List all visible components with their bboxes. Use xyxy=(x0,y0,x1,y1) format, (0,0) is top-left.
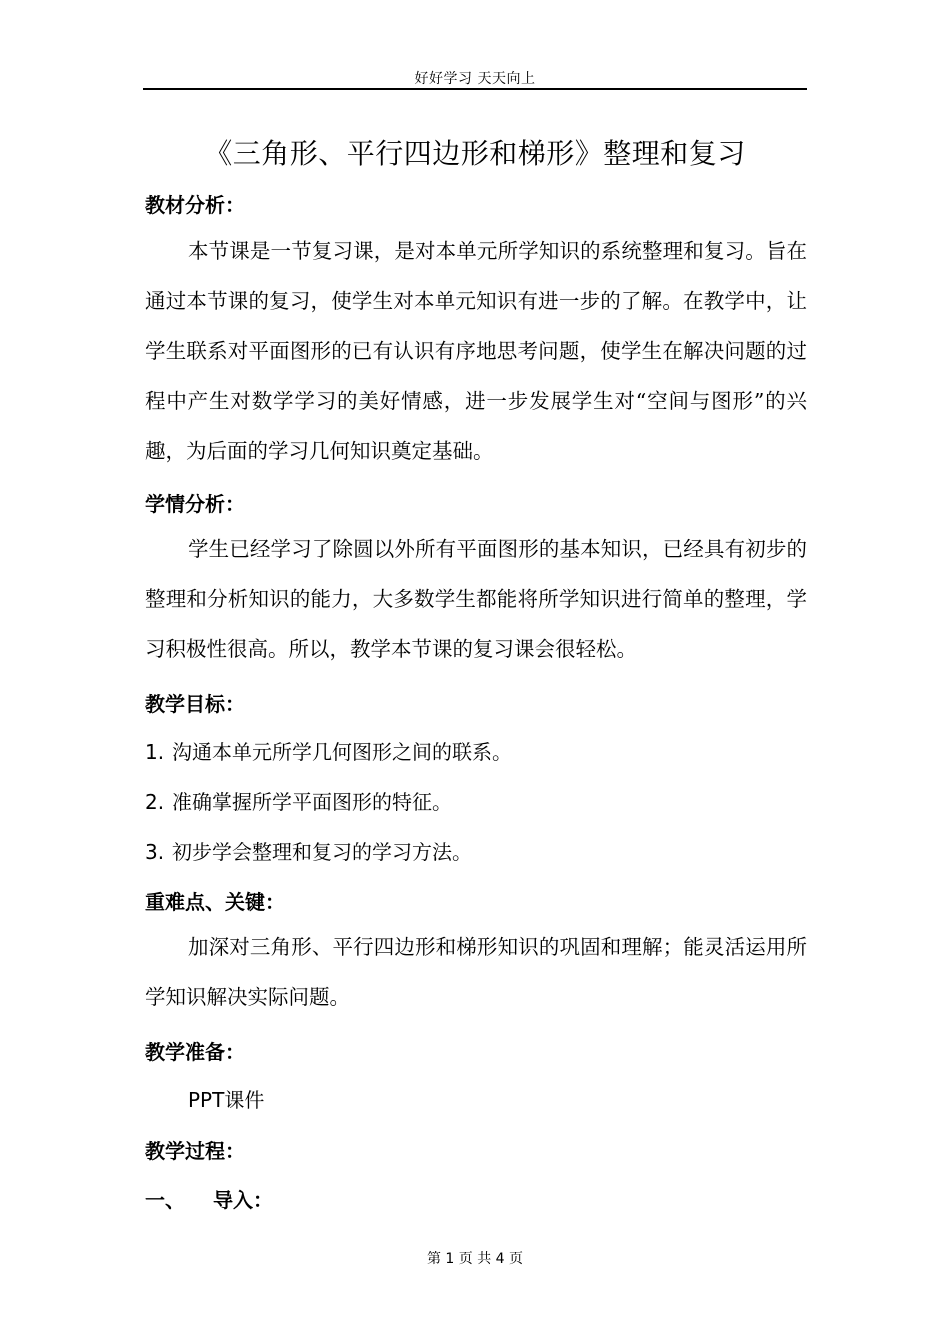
process-step-number: 一、 xyxy=(145,1188,185,1212)
goal-number: 2. xyxy=(145,790,165,814)
heading-teaching-process: 教学过程： xyxy=(145,1139,245,1163)
goal-number: 3. xyxy=(145,840,165,864)
goal-text: 初步学会整理和复习的学习方法。 xyxy=(172,840,472,864)
process-step-one xyxy=(145,1184,273,1213)
paragraph-student-analysis: 学生已经学习了除圆以外所有平面图形的基本知识，已经具有初步的整理和分析知识的能力，大多数学生都能将所学知识进行简单的整理，学习积极性很高。所以，教学本节课的复习课会很轻松。 xyxy=(145,537,807,661)
preparation-courseware: 课件 xyxy=(224,1088,265,1112)
process-step-label: 导入： xyxy=(213,1188,273,1212)
heading-student-analysis: 学情分析： xyxy=(145,492,245,516)
goal-number: 1. xyxy=(145,740,165,764)
page-header: 好好学习 天天向上 xyxy=(414,71,536,87)
preparation-text xyxy=(188,1084,264,1113)
paragraph-material-analysis: 本节课是一节复习课，是对本单元所学知识的系统整理和复习。旨在通过本节课的复习，使学生对本单元知识有进一步的了解。在教学中，让学生联系对平面图形的已有认识有序地思考问题，使学生在解决问题的过程中产生对数学学习的美好情感，进一步发展学生对“空间与图形”的兴趣，为后面的学习几何知识奠定基础。 xyxy=(145,239,807,463)
heading-key-points: 重难点、关键： xyxy=(145,890,285,914)
preparation-ppt: PPT xyxy=(188,1088,225,1112)
goal-item xyxy=(145,786,452,815)
goal-item xyxy=(145,736,512,765)
paragraph-key-points: 加深对三角形、平行四边形和梯形知识的巩固和理解；能灵活运用所学知识解决实际问题。 xyxy=(145,935,807,1009)
goal-text: 沟通本单元所学几何图形之间的联系。 xyxy=(172,740,512,764)
heading-material-analysis: 教材分析： xyxy=(145,193,245,217)
document-title: 《三角形、平行四边形和梯形》整理和复习 xyxy=(204,137,746,170)
header-divider xyxy=(143,88,807,90)
heading-teaching-goals: 教学目标： xyxy=(145,692,245,716)
goal-item xyxy=(145,836,472,865)
page-footer: 第 1 页 共 4 页 xyxy=(426,1251,524,1267)
goal-text: 准确掌握所学平面图形的特征。 xyxy=(172,790,452,814)
heading-preparation: 教学准备： xyxy=(145,1040,245,1064)
